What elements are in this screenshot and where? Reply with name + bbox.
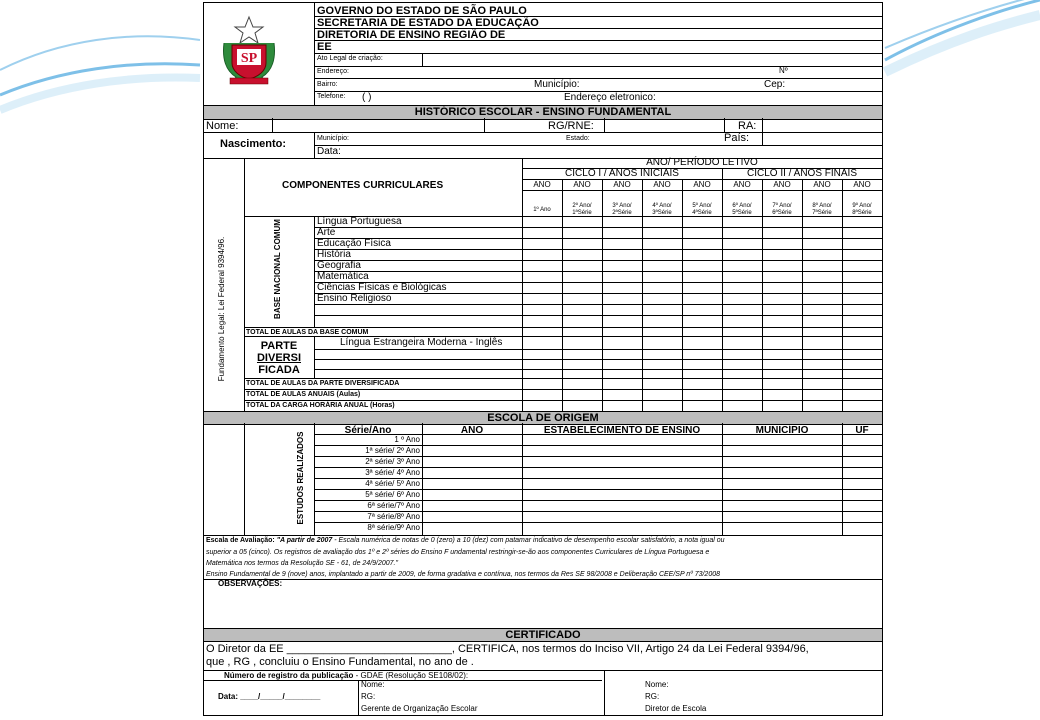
year-label: 2º Ano/ 1ªSérie: [572, 203, 592, 216]
subject-label: Língua Portuguesa: [317, 216, 402, 227]
ano-col-label: ANO: [653, 180, 671, 189]
nome-gerente-label: Nome:: [361, 680, 385, 689]
total-base-label: TOTAL DE AULAS DA BASE COMUM: [246, 329, 369, 336]
ano-col-label: ANO: [773, 180, 791, 189]
year-label: 8º Ano/ 7ªSérie: [812, 203, 832, 216]
ato-legal-label: Ato Legal de criação:: [317, 55, 383, 62]
ano-col-label: ANO: [813, 180, 831, 189]
numero-label: Nº: [779, 66, 788, 75]
serie-row-label: 3ª série/ 4º Ano: [365, 468, 420, 477]
serie-row-label: 4ª série/ 5º Ano: [365, 479, 420, 488]
serie-row-label: 1 º Ano: [394, 435, 420, 444]
subject-label: Geografia: [317, 260, 361, 271]
parte-label-2: DIVERSI: [256, 352, 301, 364]
lingua-estrangeira-label: Língua Estrangeira Moderna - Inglês: [340, 337, 503, 348]
col-estab-header: ESTABELECIMENTO DE ENSINO: [543, 425, 701, 436]
componentes-header: COMPONENTES CURRICULARES: [282, 180, 444, 191]
pais-label: País:: [724, 132, 750, 144]
title-bar: [204, 105, 882, 120]
logo-text: SP: [240, 51, 258, 66]
historico-escolar-document: [203, 2, 883, 716]
cep-label: Cep:: [764, 79, 786, 90]
rg-diretor-label: RG:: [645, 692, 660, 701]
serie-row-label: 7ª série/8º Ano: [367, 512, 420, 521]
coat-of-arms-logo: [218, 15, 280, 87]
nome-label: Nome:: [206, 120, 239, 132]
escala-date: "A partir de 2007: [274, 537, 333, 544]
escala-title: Escala de Avaliação:: [206, 537, 275, 544]
certificado-bar: [204, 628, 882, 642]
subject-label: Educação Física: [317, 238, 391, 249]
serie-row-label: 5ª série/ 6º Ano: [365, 490, 420, 499]
certificado-line-2: que , RG , concluiu o Ensino Fundamental, no ano de .: [206, 656, 474, 668]
registro-value: - GDAE (Resolução SE108/02):: [353, 671, 469, 680]
ano-periodo-header: ANO/ PERÍODO LETIVO: [646, 157, 758, 168]
fundamento-legal-label: Fundamento Legal: Lei Federal 9394/96.: [217, 236, 226, 382]
year-label: 1º Ano: [533, 207, 551, 213]
certificado-title: CERTIFICADO: [505, 629, 581, 641]
data-assinatura: Data: ____/_____/________: [218, 692, 321, 701]
subject-label: Arte: [317, 227, 336, 238]
total-parte-label: TOTAL DE AULAS DA PARTE DIVERSIFICADA: [246, 380, 400, 387]
registro-line: [224, 672, 468, 680]
data-nasc-label: Data:: [317, 146, 341, 157]
escala-line-4: Ensino Fundamental de 9 (nove) anos, implantado a partir de 2009, de forma gradativa e contínua, nos termos da Res SE 98/2008 e Deliberação CEE/SP nº 73/2008: [206, 571, 721, 578]
year-label: 7º Ano/ 6ªSérie: [772, 203, 792, 216]
escala-line-3: Matemática nos termos da Resolução SE - 61, de 24/9/2007.": [206, 560, 398, 567]
escala-line-2: superior a 05 (cinco). Os registros de avaliação dos 1º e 2º séries do Ensino F undamental restringir-se-ão aos componentes Curriculares de Língua Portuguesa e: [206, 549, 710, 556]
col-uf-header: UF: [855, 425, 869, 436]
escala-line-1: [206, 537, 725, 544]
parte-label-3: FICADA: [258, 364, 300, 376]
municipio-header-label: Município:: [534, 79, 580, 90]
serie-row-label: 2ª série/ 3º Ano: [365, 457, 420, 466]
year-label: 3º Ano/ 2ªSérie: [612, 203, 632, 216]
total-carga-label: TOTAL DA CARGA HORÁRIA ANUAL (Horas): [246, 402, 395, 409]
endereco-label: Endereço:: [317, 68, 349, 75]
ciclo2-header: CICLO II / ANOS FINAIS: [746, 168, 858, 179]
serie-row-label: 8ª série/9º Ano: [367, 523, 420, 532]
year-label: 6º Ano/ 5ªSérie: [732, 203, 752, 216]
serie-row-label: 6ª série/7º Ano: [367, 501, 420, 510]
base-nacional-comum-label: BASE NACIONAL COMUM: [273, 219, 282, 319]
document-title: HISTÓRICO ESCOLAR - ENSINO FUNDAMENTAL: [414, 106, 672, 118]
ano-col-label: ANO: [693, 180, 711, 189]
escola-origem-bar: [204, 411, 882, 425]
ra-label: RA:: [738, 120, 757, 132]
nome-diretor-label: Nome:: [645, 680, 669, 689]
ano-col-label: ANO: [733, 180, 751, 189]
ano-col-label: ANO: [573, 180, 591, 189]
ano-col-label: ANO: [533, 180, 551, 189]
total-anuais-label: TOTAL DE AULAS ANUAIS (Aulas): [246, 391, 361, 398]
observacoes-label: OBSERVAÇÕES:: [218, 579, 283, 588]
estado-label: Estado:: [566, 135, 590, 142]
col-serie-header: Série/Ano: [344, 425, 392, 436]
header-line-secretaria: SECRETARIA DE ESTADO DA EDUCAÇÃO: [317, 17, 539, 29]
year-label: 9º Ano/ 8ªSérie: [852, 203, 872, 216]
telefone-label: Telefone:: [317, 93, 346, 100]
header-line-ee: EE: [317, 41, 332, 53]
registro-label: Número de registro da publicação: [224, 671, 354, 680]
ano-col-label: ANO: [853, 180, 871, 189]
year-label: 5º Ano/ 4ªSérie: [692, 203, 712, 216]
certificado-line-1: O Diretor da EE ___________________________, CERTIFICA, nos termos do Inciso VII, Artigo 24 da Lei Federal 9394/96,: [206, 643, 809, 655]
cargo-gerente-label: Gerente de Organização Escolar: [361, 704, 478, 713]
year-label: 4º Ano/ 3ªSérie: [652, 203, 672, 216]
subject-label: Matemática: [317, 271, 369, 282]
rg-label: RG/RNE:: [548, 120, 594, 132]
escola-origem-title: ESCOLA DE ORIGEM: [487, 412, 599, 424]
telefone-parens: ( ): [362, 92, 372, 103]
rg-gerente-label: RG:: [361, 692, 376, 701]
col-ano-header: ANO: [460, 425, 484, 436]
cargo-diretor-label: Diretor de Escola: [645, 704, 707, 713]
ciclo1-header: CICLO I / ANOS INICIAIS: [565, 168, 679, 179]
parte-label-1: PARTE: [260, 340, 298, 352]
header-line-diretoria: DIRETORIA DE ENSINO REGIÃO DE: [317, 29, 506, 41]
subject-label: Ensino Religioso: [317, 293, 392, 304]
escala-text-1: - Escala numérica de notas de 0 (zero) a 10 (dez) com patamar indicativo de desempenho escolar satisfatório, a nota igual ou: [332, 537, 725, 544]
nascimento-label: Nascimento:: [220, 138, 287, 150]
municipio-nasc-label: Município:: [317, 135, 349, 142]
header-line-governo: GOVERNO DO ESTADO DE SÃO PAULO: [317, 5, 527, 17]
subject-label: História: [317, 249, 351, 260]
subject-label: Ciências Físicas e Biológicas: [317, 282, 447, 293]
serie-row-label: 1ª série/ 2º Ano: [365, 446, 420, 455]
estudos-realizados-label: ESTUDOS REALIZADOS: [296, 431, 305, 525]
endereco-eletronico-label: Endereço eletronico:: [564, 92, 656, 103]
bairro-label: Bairro:: [317, 81, 338, 88]
ano-col-label: ANO: [613, 180, 631, 189]
col-municipio-header: MUNICÍPIO: [755, 425, 809, 436]
